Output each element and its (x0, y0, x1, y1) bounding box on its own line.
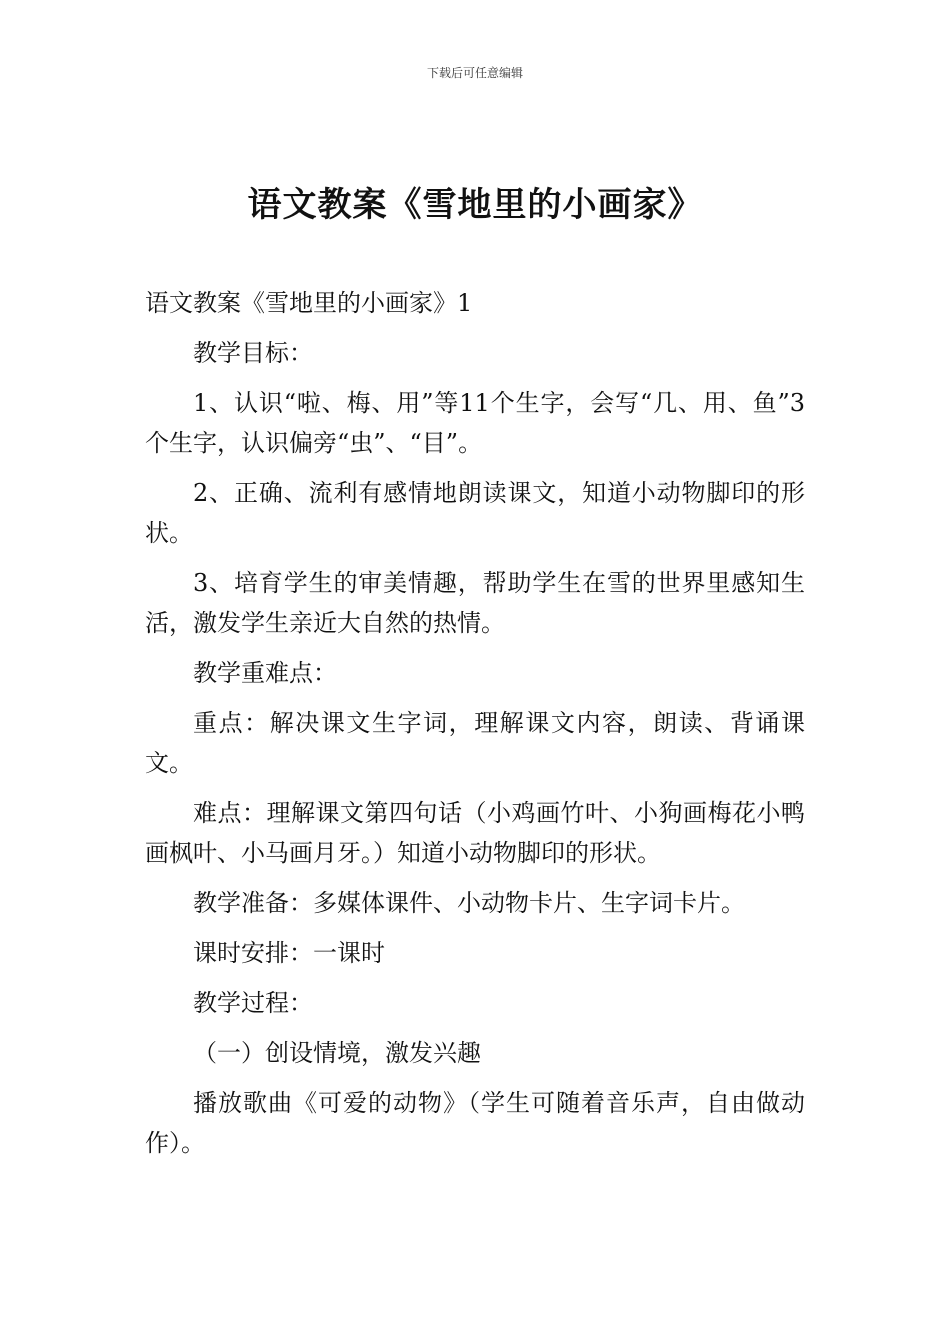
paragraph: 难点：理解课文第四句话（小鸡画竹叶、小狗画梅花小鸭画枫叶、小马画月牙。）知道小动物脚印的形状。 (145, 799, 805, 867)
paragraph: 3、培育学生的审美情趣，帮助学生在雪的世界里感知生活，激发学生亲近大自然的热情。 (145, 569, 805, 637)
paragraph: （一）创设情境，激发兴趣 (193, 1039, 481, 1067)
page-header: 下载后可任意编辑 (426, 66, 523, 80)
paragraph: 重点：解决课文生字词，理解课文内容，朗读、背诵课文。 (145, 709, 805, 777)
paragraph: 教学准备：多媒体课件、小动物卡片、生字词卡片。 (193, 889, 745, 917)
paragraph: 播放歌曲《可爱的动物》（学生可随着音乐声，自由做动作）。 (145, 1089, 805, 1157)
paragraph: 课时安排：一课时 (193, 939, 385, 967)
section-heading: 语文教案《雪地里的小画家》1 (145, 289, 473, 317)
document-body (145, 283, 805, 1173)
paragraph: 教学过程： (193, 989, 313, 1017)
document-title: 语文教案《雪地里的小画家》 (247, 185, 703, 225)
paragraph: 教学目标： (193, 339, 313, 367)
paragraph: 1、认识“啦、梅、用”等11个生字，会写“几、用、鱼”3个生字，认识偏旁“虫”、“目”。 (145, 389, 805, 457)
paragraph: 2、正确、流利有感情地朗读课文，知道小动物脚印的形状。 (145, 479, 805, 547)
paragraph: 教学重难点： (193, 659, 337, 687)
